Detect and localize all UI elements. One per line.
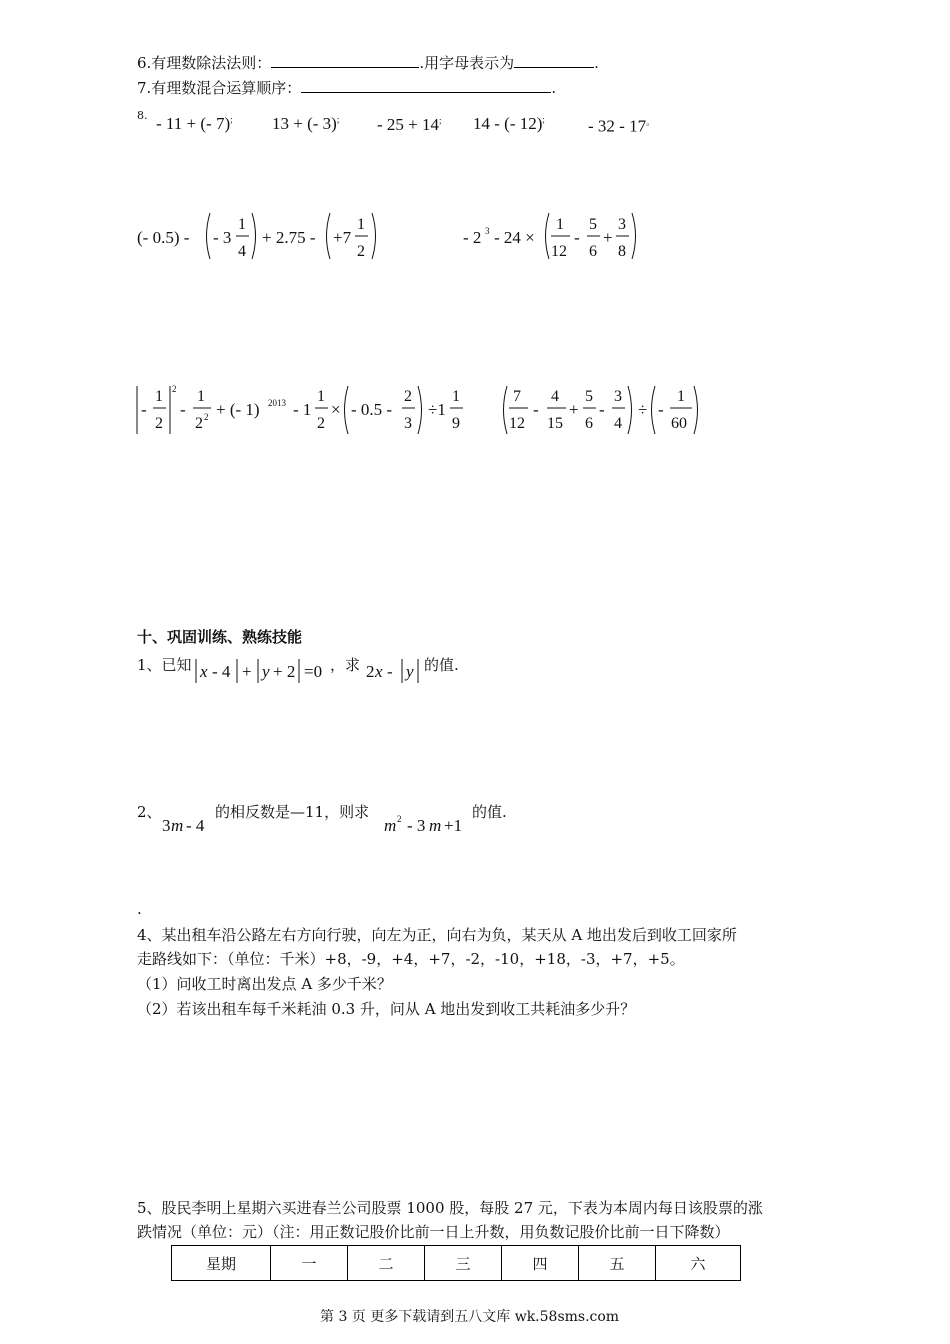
- svg-text:4: 4: [551, 388, 559, 405]
- stray-dot: .: [137, 900, 142, 918]
- problem-5-line2: 跌情况（单位：元）（注：用正数记股价比前一日上升数，用负数记股价比前一日下降数）: [137, 1223, 730, 1241]
- q8-expr-3: - 25 + 14;: [377, 115, 442, 134]
- table-cell: 一: [271, 1246, 348, 1281]
- svg-text:5: 5: [589, 216, 597, 233]
- svg-text:x: x: [200, 662, 208, 681]
- svg-text:-: -: [599, 400, 605, 419]
- page-footer: 第 3 页 更多下载请到五八文库 wk.58sms.com: [320, 1309, 620, 1325]
- svg-text:y: y: [406, 662, 414, 681]
- calc-expression-1: [137, 213, 376, 260]
- svg-text:2: 2: [397, 814, 402, 824]
- svg-text:60: 60: [671, 415, 687, 432]
- question-8-number: 8.: [137, 109, 148, 122]
- svg-text:12: 12: [551, 243, 567, 260]
- svg-text:3: 3: [162, 816, 171, 835]
- problem-1-mid: ，求: [330, 656, 361, 674]
- problem-1-suffix: 的值.: [424, 656, 459, 674]
- svg-text:3: 3: [485, 226, 490, 236]
- svg-text:1: 1: [317, 388, 325, 405]
- svg-text:- 3: - 3: [213, 228, 232, 247]
- svg-text:- 24 ×: - 24 ×: [494, 228, 535, 247]
- svg-text:12: 12: [509, 415, 525, 432]
- svg-text:2: 2: [366, 662, 375, 681]
- svg-text:4: 4: [614, 415, 622, 432]
- svg-text:2: 2: [317, 415, 325, 432]
- svg-text:- 4: - 4: [186, 816, 205, 835]
- table-cell: 星期: [172, 1246, 271, 1281]
- svg-text:2: 2: [404, 388, 412, 405]
- section-heading: 十、巩固训练、熟练技能: [137, 628, 303, 646]
- svg-text:3: 3: [614, 388, 622, 405]
- svg-text:2013: 2013: [268, 398, 286, 408]
- table-row: [172, 1246, 741, 1281]
- svg-text:-: -: [574, 228, 580, 247]
- svg-text:+1: +1: [444, 816, 463, 835]
- svg-text:- 3: - 3: [407, 816, 426, 835]
- svg-text:3: 3: [404, 415, 412, 432]
- svg-text:2: 2: [204, 412, 209, 422]
- svg-text:+ 2: + 2: [273, 662, 296, 681]
- svg-text:1: 1: [452, 388, 460, 405]
- svg-text:(- 0.5) -: (- 0.5) -: [137, 228, 190, 247]
- stock-table: [171, 1245, 741, 1281]
- svg-text:+: +: [242, 662, 252, 681]
- svg-text:m: m: [384, 816, 397, 835]
- problem-2-suffix: 的值.: [472, 803, 507, 821]
- table-cell: 二: [348, 1246, 425, 1281]
- problem-4-line2: 走路线如下：（单位：千米）+8，-9，+4，+7，-2，-10，+18，-3，+7，+5。: [137, 950, 685, 968]
- svg-text:2: 2: [172, 384, 177, 394]
- svg-text:+ 2.75 -: + 2.75 -: [262, 228, 316, 247]
- svg-text:-: -: [533, 400, 539, 419]
- problem-5-line1: 5、股民李明上星期六买进春兰公司股票 1000 股，每股 27 元，下表为本周内每日该股票的涨: [137, 1199, 763, 1217]
- svg-text:=0: =0: [304, 662, 323, 681]
- svg-text:x: x: [375, 662, 383, 681]
- table-cell: 四: [502, 1246, 579, 1281]
- svg-text:2: 2: [195, 415, 203, 432]
- calc-expression-2: [463, 213, 636, 260]
- svg-text:m: m: [429, 816, 442, 835]
- svg-text:7: 7: [513, 388, 521, 405]
- svg-text:+ (- 1): + (- 1): [216, 400, 260, 419]
- table-cell: 六: [656, 1246, 741, 1281]
- calc-expression-3: [137, 384, 463, 434]
- problem-4-sub2: （2）若该出租车每千米耗油 0.3 升，问从 A 地出发到收工共耗油多少升？: [137, 1000, 636, 1018]
- problem-2-mid: 的相反数是—11，则求: [215, 803, 370, 821]
- p1-formula: [196, 659, 418, 683]
- q8-expr-5: - 32 - 17。: [588, 116, 656, 136]
- question-6: 6.有理数除法法则： .用字母表示为 .: [137, 54, 599, 72]
- svg-text:+: +: [603, 228, 613, 247]
- svg-text:8: 8: [618, 243, 626, 260]
- svg-text:-: -: [141, 400, 147, 419]
- svg-text:÷1: ÷1: [428, 400, 446, 419]
- svg-text:4: 4: [238, 243, 246, 260]
- svg-text:15: 15: [547, 415, 563, 432]
- svg-text:2: 2: [155, 415, 163, 432]
- svg-text:- 2: - 2: [463, 228, 482, 247]
- svg-text:m: m: [171, 816, 184, 835]
- svg-text:1: 1: [556, 216, 564, 233]
- problem-4-line1: 4、某出租车沿公路左右方向行驶，向左为正，向右为负，某天从 A 地出发后到收工回家所: [137, 926, 737, 944]
- table-cell: 三: [425, 1246, 502, 1281]
- svg-text:×: ×: [331, 400, 341, 419]
- svg-text:y: y: [262, 662, 270, 681]
- svg-text:3: 3: [618, 216, 626, 233]
- svg-text:- 1: - 1: [293, 400, 312, 419]
- svg-text:1: 1: [238, 216, 246, 233]
- svg-text:- 0.5 -: - 0.5 -: [351, 400, 393, 419]
- q8-expr-4: 14 - (- 12);: [473, 114, 545, 133]
- problem-4-sub1: （1）问收工时离出发点 A 多少千米？: [137, 975, 392, 993]
- calc-expression-4: [504, 386, 698, 434]
- svg-text:1: 1: [357, 216, 365, 233]
- svg-text:9: 9: [452, 415, 460, 432]
- svg-text:1: 1: [197, 388, 205, 405]
- table-cell: 五: [579, 1246, 656, 1281]
- svg-text:+: +: [569, 400, 579, 419]
- svg-text:5: 5: [585, 388, 593, 405]
- svg-text:6: 6: [589, 243, 597, 260]
- svg-text:6: 6: [585, 415, 593, 432]
- svg-text:1: 1: [677, 388, 685, 405]
- svg-text:- 4: - 4: [212, 662, 231, 681]
- svg-text:-: -: [180, 400, 186, 419]
- svg-text:1: 1: [155, 388, 163, 405]
- svg-text:2: 2: [357, 243, 365, 260]
- q8-expr-2: 13 + (- 3);: [272, 114, 340, 133]
- question-7: 7.有理数混合运算顺序： .: [137, 79, 557, 97]
- q8-expr-1: - 11 + (- 7);: [156, 114, 233, 133]
- svg-text:-: -: [387, 662, 393, 681]
- problem-1-prefix: 1、已知: [137, 656, 192, 674]
- svg-text:+7: +7: [333, 228, 352, 247]
- problem-2-prefix: 2、: [137, 803, 162, 821]
- svg-text:-: -: [658, 400, 664, 419]
- svg-text:÷: ÷: [638, 400, 648, 419]
